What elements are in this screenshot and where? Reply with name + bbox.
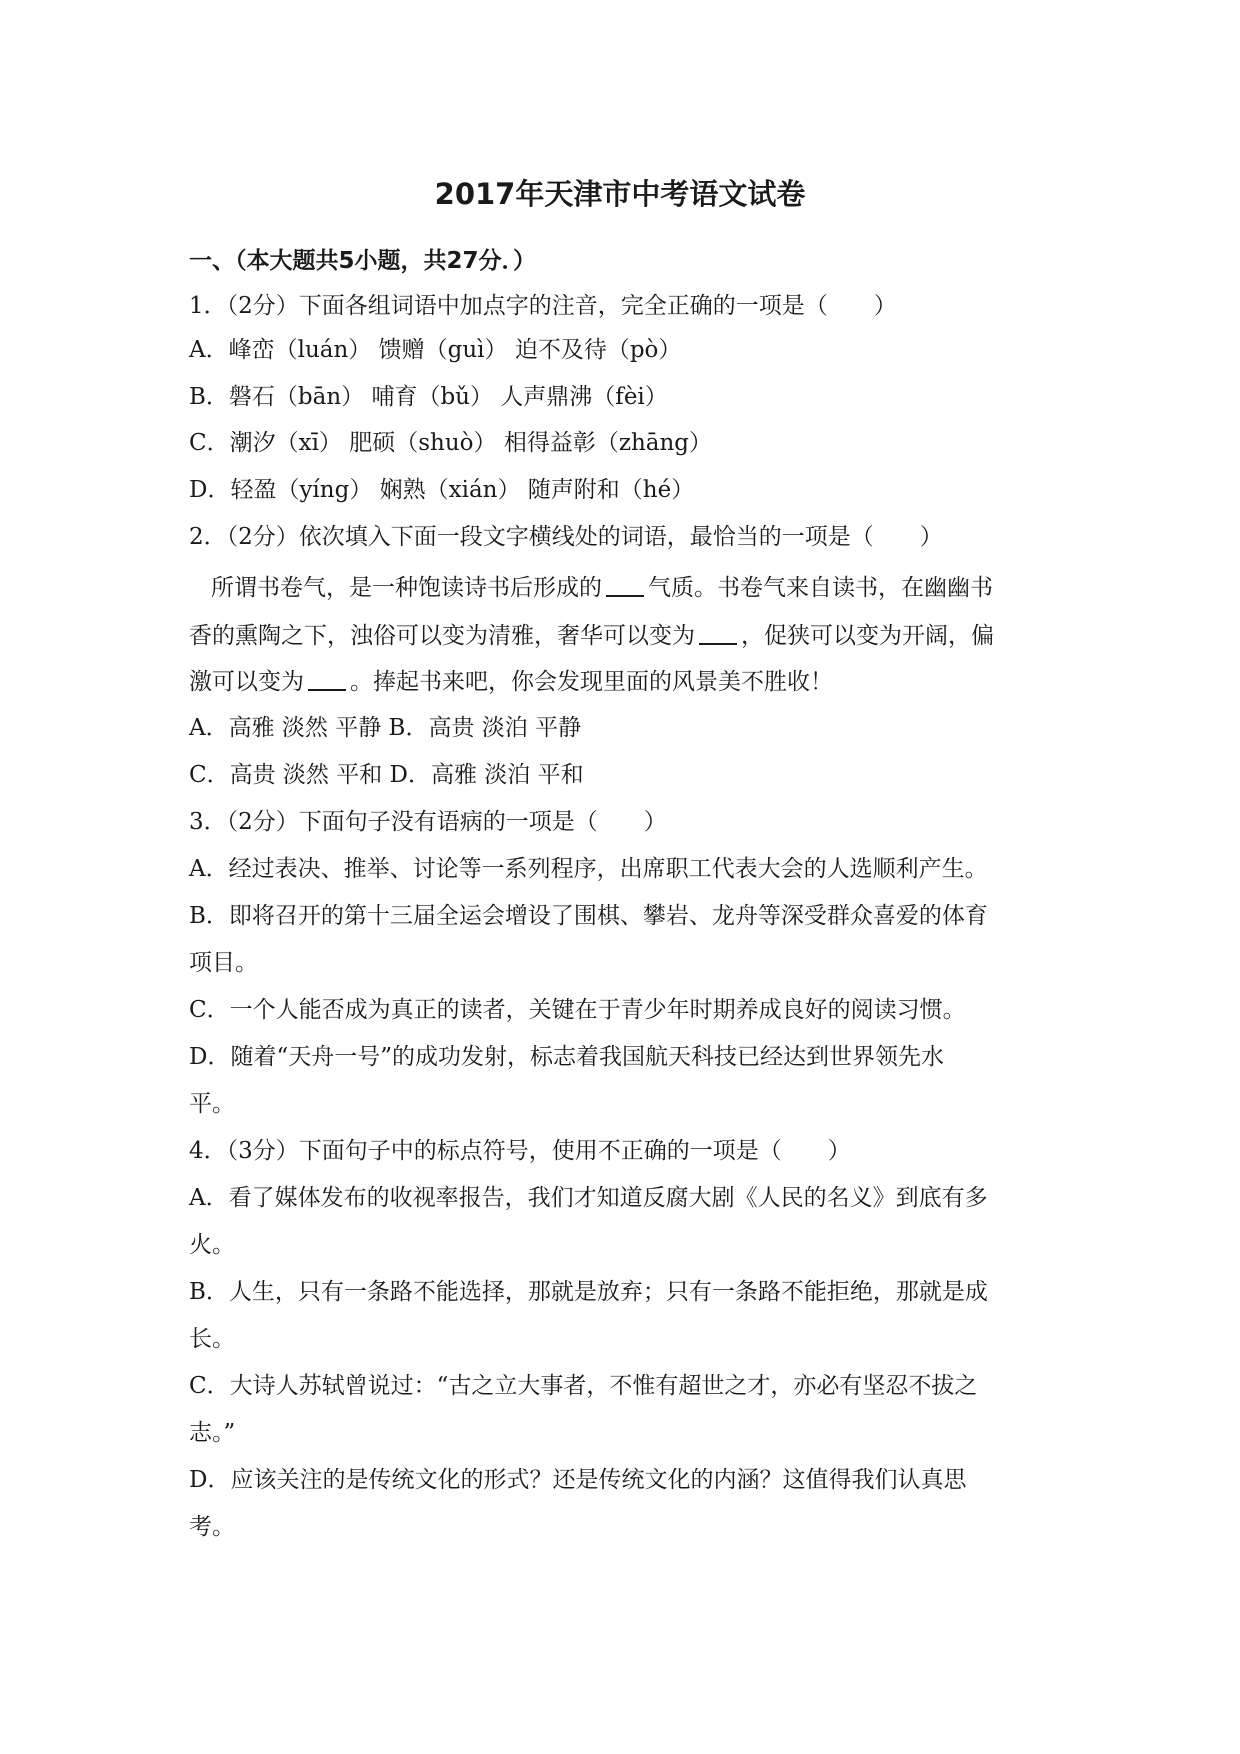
q2-passage-text: 香的熏陶之下，浊俗可以变为清雅，奢华可以变为 — [189, 623, 695, 649]
section-heading: 一、（本大题共5小题，共27分．） — [189, 248, 537, 274]
q4-option-a-cont: 火。 — [189, 1232, 235, 1258]
q2-passage-line-2 — [189, 619, 1069, 651]
q2-passage-text: 激可以变为 — [189, 669, 304, 695]
q4-stem: 4．（3分）下面句子中的标点符号，使用不正确的一项是（ ） — [189, 1138, 851, 1164]
q4-option-b: B．人生，只有一条路不能选择，那就是放弃；只有一条路不能拒绝，那就是成 — [189, 1279, 988, 1305]
fill-blank-2 — [699, 619, 737, 645]
q2-passage-text: 所谓书卷气，是一种饱读诗书后形成的 — [211, 575, 602, 601]
q4-option-d: D．应该关注的是传统文化的形式？还是传统文化的内涵？这值得我们认真思 — [189, 1467, 967, 1493]
q1-option-d: D．轻盈（yíng） 娴熟（xián） 随声附和（hé） — [189, 477, 695, 503]
q4-option-a: A．看了媒体发布的收视率报告，我们才知道反腐大剧《人民的名义》到底有多 — [189, 1185, 988, 1211]
q2-stem: 2．（2分）依次填入下面一段文字横线处的词语，最恰当的一项是（ ） — [189, 524, 943, 550]
q3-option-b-cont: 项目。 — [189, 950, 258, 976]
q3-stem: 3．（2分）下面句子没有语病的一项是（ ） — [189, 809, 667, 835]
q3-option-a: A．经过表决、推举、讨论等一系列程序，出席职工代表大会的人选顺利产生。 — [189, 856, 988, 882]
q2-passage-text: 。捧起书来吧，你会发现里面的风景美不胜收！ — [350, 669, 833, 695]
q3-option-d: D．随着“天舟一号”的成功发射，标志着我国航天科技已经达到世界领先水 — [189, 1044, 944, 1070]
q1-stem: 1．（2分）下面各组词语中加点字的注音，完全正确的一项是（ ） — [189, 293, 897, 319]
page-title: 2017年天津市中考语文试卷 — [434, 177, 806, 211]
q4-option-c: C．大诗人苏轼曾说过：“古之立大事者，不惟有超世之才，亦必有坚忍不拔之 — [189, 1373, 978, 1399]
q1-option-b: B．磐石（bān） 哺育（bǔ） 人声鼎沸（fèi） — [189, 384, 668, 410]
q2-options-cd: C．高贵 淡然 平和 D．高雅 淡泊 平和 — [189, 762, 584, 788]
q4-option-c-cont: 志。” — [189, 1420, 236, 1446]
q2-passage-line-3 — [189, 665, 1069, 697]
q3-option-b: B．即将召开的第十三届全运会增设了围棋、攀岩、龙舟等深受群众喜爱的体育 — [189, 903, 988, 929]
q2-passage-line-1 — [211, 571, 1091, 603]
q2-options-ab: A．高雅 淡然 平静 B．高贵 淡泊 平静 — [189, 715, 582, 741]
q3-option-c: C．一个人能否成为真正的读者，关键在于青少年时期养成良好的阅读习惯。 — [189, 997, 966, 1023]
fill-blank-1 — [606, 571, 644, 597]
q2-passage-text: 气质。书卷气来自读书，在幽幽书 — [648, 575, 993, 601]
q4-option-d-cont: 考。 — [189, 1514, 235, 1540]
fill-blank-3 — [308, 665, 346, 691]
q3-option-d-cont: 平。 — [189, 1091, 235, 1117]
q1-option-c: C．潮汐（xī） 肥硕（shuò） 相得益彰（zhāng） — [189, 430, 713, 456]
q1-option-a: A．峰峦（luán） 馈赠（guì） 迫不及待（pò） — [189, 337, 682, 363]
q4-option-b-cont: 长。 — [189, 1326, 235, 1352]
q2-passage-text: ，促狭可以变为开阔，偏 — [741, 623, 994, 649]
